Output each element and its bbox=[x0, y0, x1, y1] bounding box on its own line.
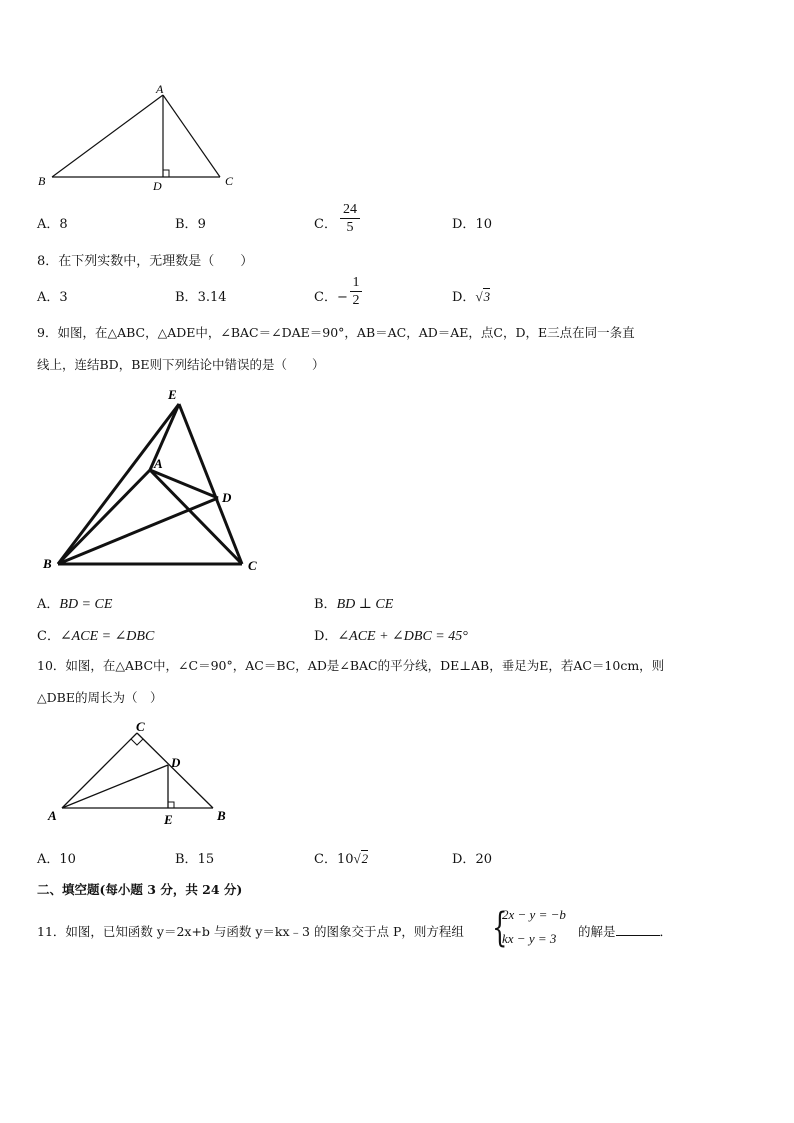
q9-label-d: D bbox=[222, 490, 232, 505]
q8-option-b[interactable] bbox=[175, 286, 227, 305]
q9-option-d[interactable] bbox=[314, 625, 468, 645]
q9-triangle-figure bbox=[36, 382, 276, 577]
q10-option-c[interactable] bbox=[314, 848, 368, 867]
q8-option-c-letter: C． bbox=[314, 290, 337, 305]
left-brace-icon: { bbox=[492, 905, 508, 951]
section-heading: 二、填空题(每小题 3 分，共 24 分) bbox=[37, 882, 243, 897]
q9-option-a-value: BD = CE bbox=[59, 597, 113, 612]
sqrt-icon: √ bbox=[353, 851, 361, 866]
q9-option-d-value: ∠ACE + ∠DBC = 45° bbox=[337, 629, 468, 644]
q11-answer-line[interactable] bbox=[578, 922, 672, 940]
q10-label-c: C bbox=[136, 719, 145, 734]
q9-stem-line1: 9．如图，在△ABC，△ADE中，∠BAC＝∠DAE＝90°，AB＝AC，AD＝AE，点C，D，E三点在同一条直 bbox=[37, 325, 635, 340]
q8-option-b-value: 3.14 bbox=[197, 290, 227, 305]
q10-option-b-value: 15 bbox=[197, 852, 215, 867]
q10-option-a-value: 10 bbox=[59, 852, 76, 867]
q9-label-c: C bbox=[248, 558, 257, 573]
q8-option-a-letter: A． bbox=[37, 290, 60, 305]
q7-option-d-letter: D． bbox=[452, 217, 476, 232]
q8-stem: 8．在下列实数中，无理数是（ ） bbox=[37, 254, 254, 269]
q8-option-d[interactable] bbox=[452, 286, 490, 305]
q8-option-c-denominator: 2 bbox=[352, 293, 360, 308]
q10-option-c-radicand: 2 bbox=[361, 851, 369, 866]
q7-option-c-numerator: 24 bbox=[343, 202, 357, 217]
q10-option-a[interactable] bbox=[37, 848, 76, 867]
q8-option-b-letter: B． bbox=[175, 290, 198, 305]
q9-option-c-letter: C． bbox=[37, 629, 60, 644]
q8-option-c-numerator: 1 bbox=[352, 275, 360, 290]
q9-label-b: B bbox=[43, 556, 52, 571]
q7-label-a: A bbox=[156, 82, 164, 96]
q7-option-a-value: 8 bbox=[59, 217, 68, 232]
q9-label-e: E bbox=[168, 387, 177, 402]
q8-option-d-letter: D． bbox=[452, 290, 476, 305]
q9-option-c[interactable] bbox=[37, 625, 154, 645]
q7-option-a[interactable] bbox=[37, 213, 68, 232]
q11-answer-blank[interactable] bbox=[616, 925, 660, 936]
q10-stem-line1: 10．如图，在△ABC中，∠C＝90°，AC＝BC，AD是∠BAC的平分线，DE⊥AB，垂足为E，若AC＝10cm，则 bbox=[37, 658, 665, 673]
q7-option-c[interactable] bbox=[314, 213, 337, 232]
q10-option-d-value: 20 bbox=[475, 852, 492, 867]
q7-option-c-denominator: 5 bbox=[346, 220, 354, 235]
q7-option-c-letter: C． bbox=[314, 217, 337, 232]
q7-option-b-letter: B． bbox=[175, 217, 198, 232]
q10-label-a: A bbox=[48, 808, 57, 823]
q9-option-b-letter: B． bbox=[314, 597, 337, 612]
q8-option-c-sign: − bbox=[336, 290, 348, 305]
q7-label-c: C bbox=[225, 174, 234, 188]
q10-label-d: D bbox=[171, 755, 181, 770]
q9-option-d-letter: D． bbox=[314, 629, 338, 644]
q10-label-b: B bbox=[217, 808, 226, 823]
q10-option-a-letter: A． bbox=[37, 852, 60, 867]
q10-stem-line2: △DBE的周长为（ ） bbox=[37, 690, 163, 705]
q7-option-c-fraction bbox=[340, 202, 360, 235]
q10-option-b[interactable] bbox=[175, 848, 214, 867]
q7-label-b: B bbox=[38, 174, 46, 188]
q10-option-d[interactable] bbox=[452, 848, 492, 867]
q10-label-e: E bbox=[164, 812, 173, 827]
q10-option-d-letter: D． bbox=[452, 852, 476, 867]
q7-option-d-value: 10 bbox=[475, 217, 492, 232]
q9-option-a-letter: A． bbox=[37, 597, 60, 612]
q9-option-a[interactable] bbox=[37, 593, 112, 613]
q7-label-d: D bbox=[153, 179, 162, 193]
q7-triangle-figure bbox=[30, 80, 250, 195]
q11-equation-1: 2x − y = −b bbox=[502, 907, 566, 922]
q11-text-after: 的解是 bbox=[578, 924, 616, 939]
q8-option-c[interactable] bbox=[314, 286, 348, 305]
q7-option-b[interactable] bbox=[175, 213, 206, 232]
q10-option-b-letter: B． bbox=[175, 852, 198, 867]
q9-option-b-value: BD ⊥ CE bbox=[336, 597, 394, 612]
q9-option-c-value: ∠ACE = ∠DBC bbox=[59, 629, 155, 644]
q8-option-d-radicand: 3 bbox=[483, 289, 491, 304]
q10-triangle-figure bbox=[40, 716, 240, 831]
q7-option-b-value: 9 bbox=[197, 217, 206, 232]
sqrt-icon: √ bbox=[475, 289, 483, 304]
q10-option-c-coef: 10 bbox=[336, 852, 354, 867]
q10-option-c-letter: C． bbox=[314, 852, 337, 867]
q8-option-a-value: 3 bbox=[59, 290, 68, 305]
q7-option-d[interactable] bbox=[452, 213, 492, 232]
q8-option-a[interactable] bbox=[37, 286, 68, 305]
q9-stem-line2: 线上，连结BD，BE则下列结论中错误的是（ ） bbox=[37, 357, 325, 372]
q11-text-before: 11．如图，已知函数 y＝2x+b 与函数 y＝kx﹣3 的图象交于点 P，则方程组 bbox=[37, 924, 464, 939]
q11-equation-2: kx − y = 3 bbox=[502, 931, 557, 946]
q9-label-a: A bbox=[154, 456, 163, 471]
q11-text-end: ． bbox=[659, 924, 673, 939]
q8-option-c-fraction bbox=[350, 275, 362, 308]
q7-option-a-letter: A． bbox=[37, 217, 60, 232]
q9-option-b[interactable] bbox=[314, 593, 393, 613]
